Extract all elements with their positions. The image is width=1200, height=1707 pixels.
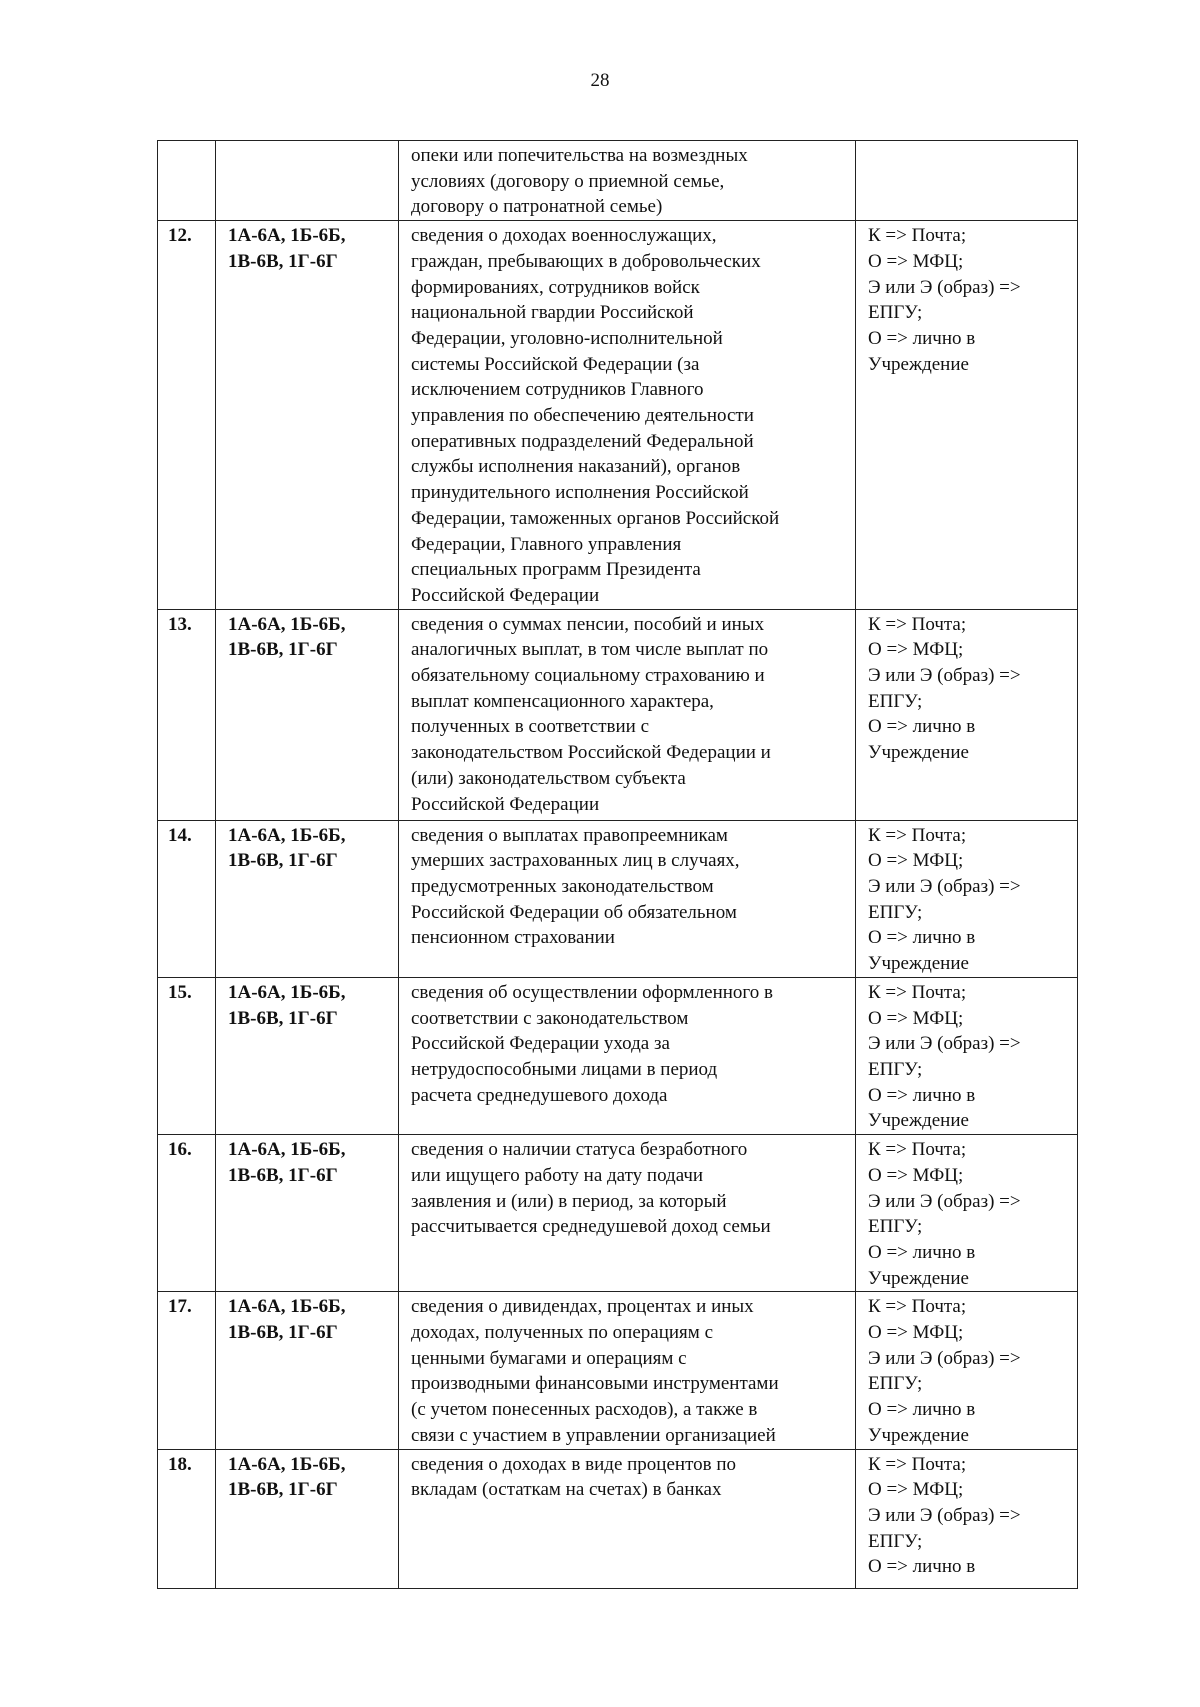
text-line: О => МФЦ; bbox=[868, 850, 964, 872]
text-line: формированиях, сотрудников войск bbox=[411, 276, 700, 298]
text-line: Учреждение bbox=[868, 353, 969, 375]
text-line: опеки или попечительства на возмездных bbox=[411, 145, 748, 166]
row-number-cell: 18. bbox=[158, 1449, 216, 1588]
information-cell bbox=[399, 977, 856, 1134]
text-line: граждан, пребывающих в добровольческих bbox=[411, 250, 761, 272]
text-line: ЕПГУ; bbox=[868, 1373, 923, 1395]
text-line: Российской Федерации об обязательном bbox=[411, 901, 737, 923]
table-row bbox=[158, 1449, 1078, 1588]
text-line: К => Почта; bbox=[868, 824, 967, 846]
row-number-cell: 13. bbox=[158, 609, 216, 820]
text-line: доходах, полученных по операциям с bbox=[411, 1322, 713, 1344]
submission-methods-cell bbox=[856, 820, 1078, 977]
text-line: 1В-6В, 1Г-6Г bbox=[228, 1164, 338, 1186]
text-line: 1В-6В, 1Г-6Г bbox=[228, 1479, 338, 1501]
text-line: 1А-6А, 1Б-6Б, bbox=[228, 225, 346, 247]
text-line: ЕПГУ; bbox=[868, 1216, 923, 1238]
text-line: ценными бумагами и операциям с bbox=[411, 1347, 687, 1369]
codes-cell bbox=[216, 977, 399, 1134]
submission-methods-cell bbox=[856, 1292, 1078, 1449]
codes-cell bbox=[216, 820, 399, 977]
text-line: Учреждение bbox=[868, 953, 969, 975]
text-line: О => лично в bbox=[868, 1241, 976, 1263]
text-line: Учреждение bbox=[868, 742, 969, 764]
row-number-cell: 14. bbox=[158, 820, 216, 977]
text-line: О => лично в bbox=[868, 327, 976, 349]
text-line: О => лично в bbox=[868, 716, 976, 738]
text-line: О => МФЦ; bbox=[868, 250, 964, 272]
submission-methods-cell bbox=[856, 1135, 1078, 1292]
codes-cell bbox=[216, 221, 399, 610]
information-cell bbox=[399, 141, 856, 221]
text-line: соответствии с законодательством bbox=[411, 1007, 689, 1029]
codes-cell bbox=[216, 609, 399, 820]
text-line: сведения о наличии статуса безработного bbox=[411, 1139, 748, 1161]
text-line: сведения о суммах пенсии, пособий и иных bbox=[411, 613, 765, 635]
text-line: службы исполнения наказаний), органов bbox=[411, 456, 741, 478]
text-line: ЕПГУ; bbox=[868, 302, 923, 324]
text-line: управления по обеспечению деятельности bbox=[411, 405, 754, 427]
text-line: Учреждение bbox=[868, 1424, 969, 1446]
text-line: Э или Э (образ) => bbox=[868, 665, 1021, 687]
text-line: О => МФЦ; bbox=[868, 1164, 964, 1186]
text-line: ЕПГУ; bbox=[868, 1530, 923, 1552]
text-line: исключением сотрудников Главного bbox=[411, 379, 704, 401]
table-row bbox=[158, 141, 1078, 221]
text-line: 1А-6А, 1Б-6Б, bbox=[228, 613, 346, 635]
codes-cell bbox=[216, 1135, 399, 1292]
text-line: О => МФЦ; bbox=[868, 1479, 964, 1501]
table-row bbox=[158, 1135, 1078, 1292]
row-number-cell: 16. bbox=[158, 1135, 216, 1292]
text-line: договору о патронатной семье) bbox=[411, 196, 663, 218]
submission-methods-cell bbox=[856, 609, 1078, 820]
text-line: аналогичных выплат, в том числе выплат по bbox=[411, 639, 769, 661]
text-line: 1А-6А, 1Б-6Б, bbox=[228, 1139, 346, 1161]
text-line: Федерации, таможенных органов Российской bbox=[411, 507, 780, 529]
text-line: 1В-6В, 1Г-6Г bbox=[228, 1007, 338, 1029]
text-line: Э или Э (образ) => bbox=[868, 876, 1021, 898]
text-line: О => лично в bbox=[868, 927, 976, 949]
text-line: или ищущего работу на дату подачи bbox=[411, 1164, 704, 1186]
table-row bbox=[158, 221, 1078, 610]
text-line: 1А-6А, 1Б-6Б, bbox=[228, 1296, 346, 1318]
text-line: К => Почта; bbox=[868, 225, 967, 247]
table-row bbox=[158, 609, 1078, 820]
information-cell bbox=[399, 1135, 856, 1292]
text-line: Э или Э (образ) => bbox=[868, 1190, 1021, 1212]
text-line: нетрудоспособными лицами в период bbox=[411, 1058, 718, 1080]
table-row bbox=[158, 977, 1078, 1134]
text-line: принудительного исполнения Российской bbox=[411, 482, 749, 504]
information-cell bbox=[399, 1292, 856, 1449]
text-line: К => Почта; bbox=[868, 981, 967, 1003]
text-line: 1А-6А, 1Б-6Б, bbox=[228, 824, 346, 846]
text-line: ЕПГУ; bbox=[868, 901, 923, 923]
text-line: 1В-6В, 1Г-6Г bbox=[228, 639, 338, 661]
codes-cell bbox=[216, 1449, 399, 1588]
text-line: 1В-6В, 1Г-6Г bbox=[228, 250, 338, 272]
text-line: рассчитывается среднедушевой доход семьи bbox=[411, 1216, 771, 1238]
text-line: обязательному социальному страхованию и bbox=[411, 665, 765, 687]
row-number-cell: 12. bbox=[158, 221, 216, 610]
table-row bbox=[158, 1292, 1078, 1449]
text-line: Э или Э (образ) => bbox=[868, 1504, 1021, 1526]
text-line: ЕПГУ; bbox=[868, 690, 923, 712]
information-cell bbox=[399, 609, 856, 820]
table-body bbox=[158, 141, 1078, 1589]
text-line: предусмотренных законодательством bbox=[411, 876, 714, 898]
text-line: Э или Э (образ) => bbox=[868, 1347, 1021, 1369]
text-line: законодательством Российской Федерации и bbox=[411, 742, 771, 764]
text-line: К => Почта; bbox=[868, 613, 967, 635]
text-line: выплат компенсационного характера, bbox=[411, 690, 714, 712]
text-line: ЕПГУ; bbox=[868, 1058, 923, 1080]
text-line: О => МФЦ; bbox=[868, 639, 964, 661]
text-line: расчета среднедушевого дохода bbox=[411, 1084, 668, 1106]
text-line: сведения о доходах в виде процентов по bbox=[411, 1453, 737, 1475]
text-line: 1А-6А, 1Б-6Б, bbox=[228, 981, 346, 1003]
submission-methods-cell bbox=[856, 977, 1078, 1134]
text-line: О => лично в bbox=[868, 1084, 976, 1106]
text-line: специальных программ Президента bbox=[411, 559, 701, 581]
text-line: (с учетом понесенных расходов), а также в bbox=[411, 1399, 758, 1421]
text-line: Федерации, уголовно-исполнительной bbox=[411, 327, 723, 349]
text-line: (или) законодательством субъекта bbox=[411, 767, 686, 789]
submission-methods-cell bbox=[856, 141, 1078, 221]
text-line: полученных в соответствии с bbox=[411, 716, 650, 738]
information-cell bbox=[399, 1449, 856, 1588]
text-line: Российской Федерации bbox=[411, 793, 600, 815]
text-line: О => МФЦ; bbox=[868, 1007, 964, 1029]
text-line: 1А-6А, 1Б-6Б, bbox=[228, 1453, 346, 1475]
text-line: оперативных подразделений Федеральной bbox=[411, 430, 754, 452]
text-line: Федерации, Главного управления bbox=[411, 533, 682, 555]
row-number-cell bbox=[158, 141, 216, 221]
text-line: пенсионном страховании bbox=[411, 927, 615, 949]
text-line: сведения о доходах военнослужащих, bbox=[411, 225, 717, 247]
row-number-cell: 15. bbox=[158, 977, 216, 1134]
text-line: Учреждение bbox=[868, 1110, 969, 1132]
text-line: национальной гвардии Российской bbox=[411, 302, 694, 324]
text-line: Российской Федерации bbox=[411, 584, 600, 606]
text-line: О => лично в bbox=[868, 1556, 976, 1578]
text-line: системы Российской Федерации (за bbox=[411, 353, 700, 375]
codes-cell bbox=[216, 141, 399, 221]
page-number: 28 bbox=[590, 70, 610, 91]
text-line: Учреждение bbox=[868, 1267, 969, 1289]
submission-methods-cell bbox=[856, 1449, 1078, 1588]
submission-methods-cell bbox=[856, 221, 1078, 610]
text-line: Российской Федерации ухода за bbox=[411, 1033, 670, 1055]
text-line: условиях (договору о приемной семье, bbox=[411, 170, 725, 192]
text-line: 1В-6В, 1Г-6Г bbox=[228, 850, 338, 872]
text-line: К => Почта; bbox=[868, 1139, 967, 1161]
document-table bbox=[157, 140, 1078, 1589]
text-line: сведения о дивидендах, процентах и иных bbox=[411, 1296, 754, 1318]
information-cell bbox=[399, 221, 856, 610]
text-line: О => МФЦ; bbox=[868, 1322, 964, 1344]
row-number-cell: 17. bbox=[158, 1292, 216, 1449]
text-line: К => Почта; bbox=[868, 1296, 967, 1318]
text-line: производными финансовыми инструментами bbox=[411, 1373, 779, 1395]
text-line: вкладам (остаткам на счетах) в банках bbox=[411, 1479, 722, 1501]
text-line: связи с участием в управлении организацией bbox=[411, 1424, 776, 1446]
text-line: Э или Э (образ) => bbox=[868, 1033, 1021, 1055]
text-line: 1В-6В, 1Г-6Г bbox=[228, 1322, 338, 1344]
table-row bbox=[158, 820, 1078, 977]
text-line: О => лично в bbox=[868, 1399, 976, 1421]
text-line: Э или Э (образ) => bbox=[868, 276, 1021, 298]
text-line: сведения об осуществлении оформленного в bbox=[411, 981, 773, 1003]
text-line: умерших застрахованных лиц в случаях, bbox=[411, 850, 740, 872]
text-line: К => Почта; bbox=[868, 1453, 967, 1475]
information-cell bbox=[399, 820, 856, 977]
text-line: сведения о выплатах правопреемникам bbox=[411, 824, 728, 846]
text-line: заявления и (или) в период, за который bbox=[411, 1190, 727, 1212]
codes-cell bbox=[216, 1292, 399, 1449]
